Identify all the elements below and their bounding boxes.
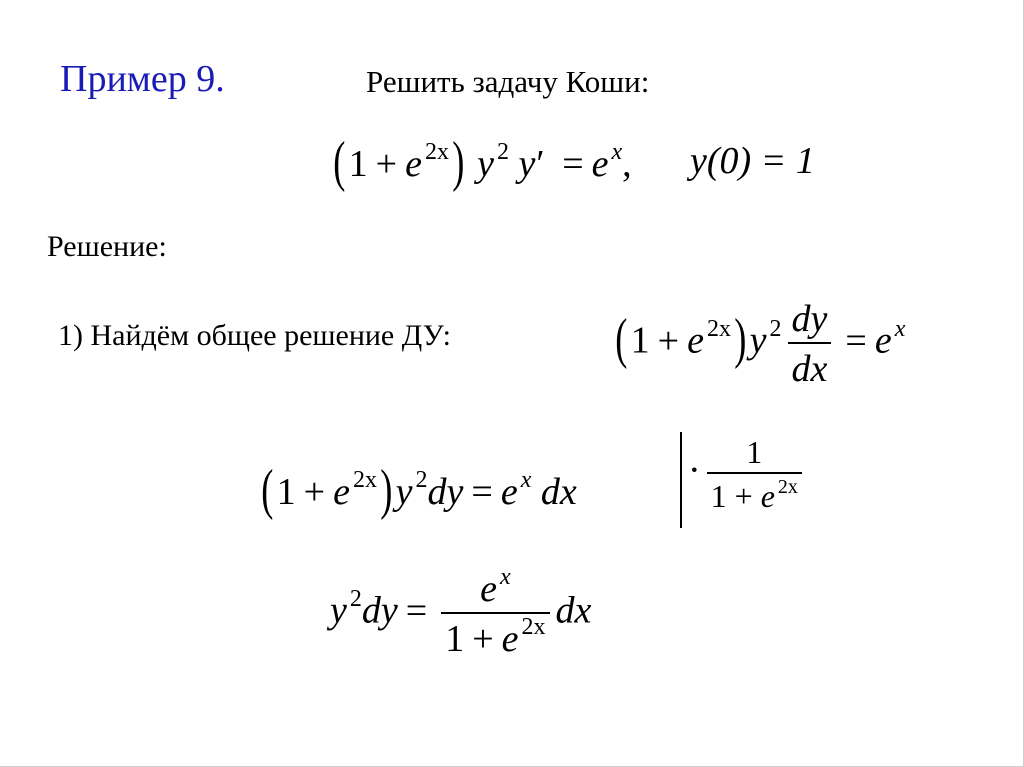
eq1-comma: , xyxy=(622,143,632,185)
dy-dx-fraction xyxy=(788,300,832,388)
eq4-equals: = xyxy=(405,589,428,632)
eq3-e: e xyxy=(333,471,350,513)
eq3-equals: = xyxy=(471,471,493,513)
eq2-one: 1 xyxy=(630,319,650,362)
eq3-dy: dy xyxy=(427,471,464,513)
multiplier-numerator: 1 xyxy=(746,434,763,470)
solution-label: Решение: xyxy=(47,230,167,263)
eq2-equals: = xyxy=(845,319,867,362)
eq4-numerator: e $^x$ xyxy=(480,564,511,610)
eq1-one: 1 xyxy=(348,143,368,185)
eq1-equals: = xyxy=(562,143,584,185)
example-title: Пример 9. xyxy=(60,58,225,100)
eq1-exp: 2x xyxy=(424,139,449,165)
eq3-dx: dx xyxy=(540,471,577,513)
right-paren: ) xyxy=(380,459,393,521)
multiplier-bar xyxy=(680,432,682,528)
equation-divided-form xyxy=(330,564,592,660)
eq2-rhs-exp: x xyxy=(894,315,906,342)
eq2-y-power: 2 xyxy=(769,315,782,342)
step1-label: 1) Найдём общее решение ДУ: xyxy=(58,319,452,352)
left-paren: ( xyxy=(333,131,346,193)
eq3-rhs-exp: x xyxy=(520,467,532,493)
eq4-dx: dx xyxy=(555,589,592,632)
eq3-one: 1 xyxy=(276,471,296,513)
eq3-exp: 2x xyxy=(352,467,377,493)
eq1-e: e xyxy=(405,143,422,185)
eq2-exp: 2x xyxy=(706,315,731,342)
eq2-y: y xyxy=(749,319,767,362)
right-paren: ) xyxy=(734,307,747,370)
initial-condition: y(0) = 1 xyxy=(690,140,815,182)
multiplier-denominator: 1 + e $^{2x}$ xyxy=(707,472,802,512)
eq1-rhs-e: e xyxy=(591,143,609,185)
eq4-fraction xyxy=(441,564,549,660)
eq2-plus: + xyxy=(657,319,680,362)
left-paren: ( xyxy=(261,459,274,521)
eq4-denominator: 1 + e $^{2x}$ xyxy=(441,612,549,658)
eq4-dy: dy xyxy=(361,589,398,632)
eq3-y-power: 2 xyxy=(415,467,428,493)
eq3-plus: + xyxy=(303,471,326,513)
multiplier-frac xyxy=(707,436,802,512)
equation-cauchy-problem xyxy=(330,130,632,193)
fraction-denominator: dx xyxy=(788,342,832,388)
eq1-plus: + xyxy=(375,143,398,185)
equation-general-form xyxy=(612,300,905,388)
eq3-rhs-e: e xyxy=(500,471,518,513)
multiplier-fraction xyxy=(688,436,808,512)
eq1-y: y xyxy=(477,143,494,185)
eq4-y-power: 2 xyxy=(349,585,362,612)
task-statement: Решить задачу Коши: xyxy=(366,64,650,99)
eq2-rhs-e: e xyxy=(874,319,892,362)
equation-separated-form xyxy=(258,458,577,521)
prime-mark: ′ xyxy=(536,143,545,185)
left-paren: ( xyxy=(615,307,628,370)
eq1-yprime: y xyxy=(518,143,536,185)
eq2-e: e xyxy=(687,319,704,362)
eq4-y: y xyxy=(330,589,347,632)
right-paren: ) xyxy=(452,131,465,193)
fraction-numerator: dy xyxy=(791,298,828,340)
eq3-y: y xyxy=(395,471,413,513)
eq1-rhs-exp: x xyxy=(611,139,623,165)
multiply-dot: · xyxy=(688,449,701,492)
eq1-y-power: 2 xyxy=(497,139,509,165)
